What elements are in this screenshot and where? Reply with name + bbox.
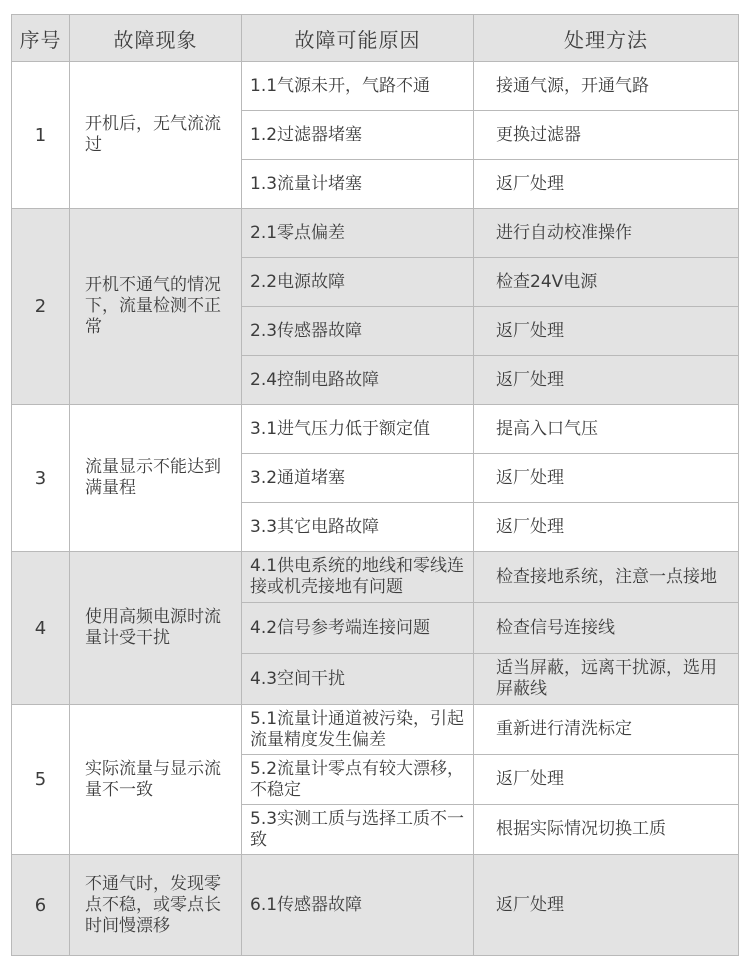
cause-cell: 1.2过滤器堵塞 <box>242 111 474 160</box>
row-number: 5 <box>12 705 70 855</box>
cause-cell: 2.2电源故障 <box>242 258 474 307</box>
row-number: 1 <box>12 62 70 209</box>
fix-cell: 返厂处理 <box>474 454 739 503</box>
symptom-cell: 流量显示不能达到满量程 <box>70 405 242 552</box>
cause-cell: 3.3其它电路故障 <box>242 503 474 552</box>
row-number: 3 <box>12 405 70 552</box>
fix-cell: 返厂处理 <box>474 160 739 209</box>
header-no: 序号 <box>12 15 70 62</box>
fix-cell: 返厂处理 <box>474 356 739 405</box>
row-number: 2 <box>12 209 70 405</box>
cause-cell: 5.3实测工质与选择工质不一致 <box>242 805 474 855</box>
cause-cell: 1.1气源未开，气路不通 <box>242 62 474 111</box>
fix-cell: 适当屏蔽，远离干扰源，选用屏蔽线 <box>474 654 739 705</box>
table-row <box>12 705 739 755</box>
fix-cell: 接通气源，开通气路 <box>474 62 739 111</box>
cause-cell: 6.1传感器故障 <box>242 855 474 956</box>
cause-cell: 4.2信号参考端连接问题 <box>242 603 474 654</box>
fix-cell: 返厂处理 <box>474 503 739 552</box>
table-row <box>12 405 739 454</box>
fix-cell: 根据实际情况切换工质 <box>474 805 739 855</box>
fault-table-container <box>11 14 738 971</box>
fix-cell: 进行自动校准操作 <box>474 209 739 258</box>
header-symptom: 故障现象 <box>70 15 242 62</box>
fix-cell: 检查24V电源 <box>474 258 739 307</box>
fix-cell: 更换过滤器 <box>474 111 739 160</box>
cause-cell: 4.3空间干扰 <box>242 654 474 705</box>
table-row <box>12 209 739 258</box>
fix-cell: 重新进行清洗标定 <box>474 705 739 755</box>
fix-cell: 返厂处理 <box>474 755 739 805</box>
fault-table <box>11 14 739 956</box>
cause-cell: 1.3流量计堵塞 <box>242 160 474 209</box>
fix-cell: 返厂处理 <box>474 855 739 956</box>
symptom-cell: 使用高频电源时流量计受干扰 <box>70 552 242 705</box>
symptom-cell: 开机不通气的情况下，流量检测不正常 <box>70 209 242 405</box>
cause-cell: 2.3传感器故障 <box>242 307 474 356</box>
cause-cell: 5.2流量计零点有较大漂移，不稳定 <box>242 755 474 805</box>
cause-cell: 3.2通道堵塞 <box>242 454 474 503</box>
cause-cell: 3.1进气压力低于额定值 <box>242 405 474 454</box>
cause-cell: 4.1供电系统的地线和零线连接或机壳接地有问题 <box>242 552 474 603</box>
header-row <box>12 15 739 62</box>
cause-cell: 2.4控制电路故障 <box>242 356 474 405</box>
cause-cell: 2.1零点偏差 <box>242 209 474 258</box>
row-number: 4 <box>12 552 70 705</box>
table-row <box>12 855 739 956</box>
header-cause: 故障可能原因 <box>242 15 474 62</box>
fault-table-body <box>12 62 739 956</box>
symptom-cell: 开机后，无气流流过 <box>70 62 242 209</box>
cause-cell: 5.1流量计通道被污染，引起流量精度发生偏差 <box>242 705 474 755</box>
header-fix: 处理方法 <box>474 15 739 62</box>
symptom-cell: 实际流量与显示流量不一致 <box>70 705 242 855</box>
row-number: 6 <box>12 855 70 956</box>
table-row <box>12 552 739 603</box>
fix-cell: 返厂处理 <box>474 307 739 356</box>
fix-cell: 检查信号连接线 <box>474 603 739 654</box>
fix-cell: 提高入口气压 <box>474 405 739 454</box>
symptom-cell: 不通气时，发现零点不稳，或零点长时间慢漂移 <box>70 855 242 956</box>
fix-cell: 检查接地系统，注意一点接地 <box>474 552 739 603</box>
table-row <box>12 62 739 111</box>
